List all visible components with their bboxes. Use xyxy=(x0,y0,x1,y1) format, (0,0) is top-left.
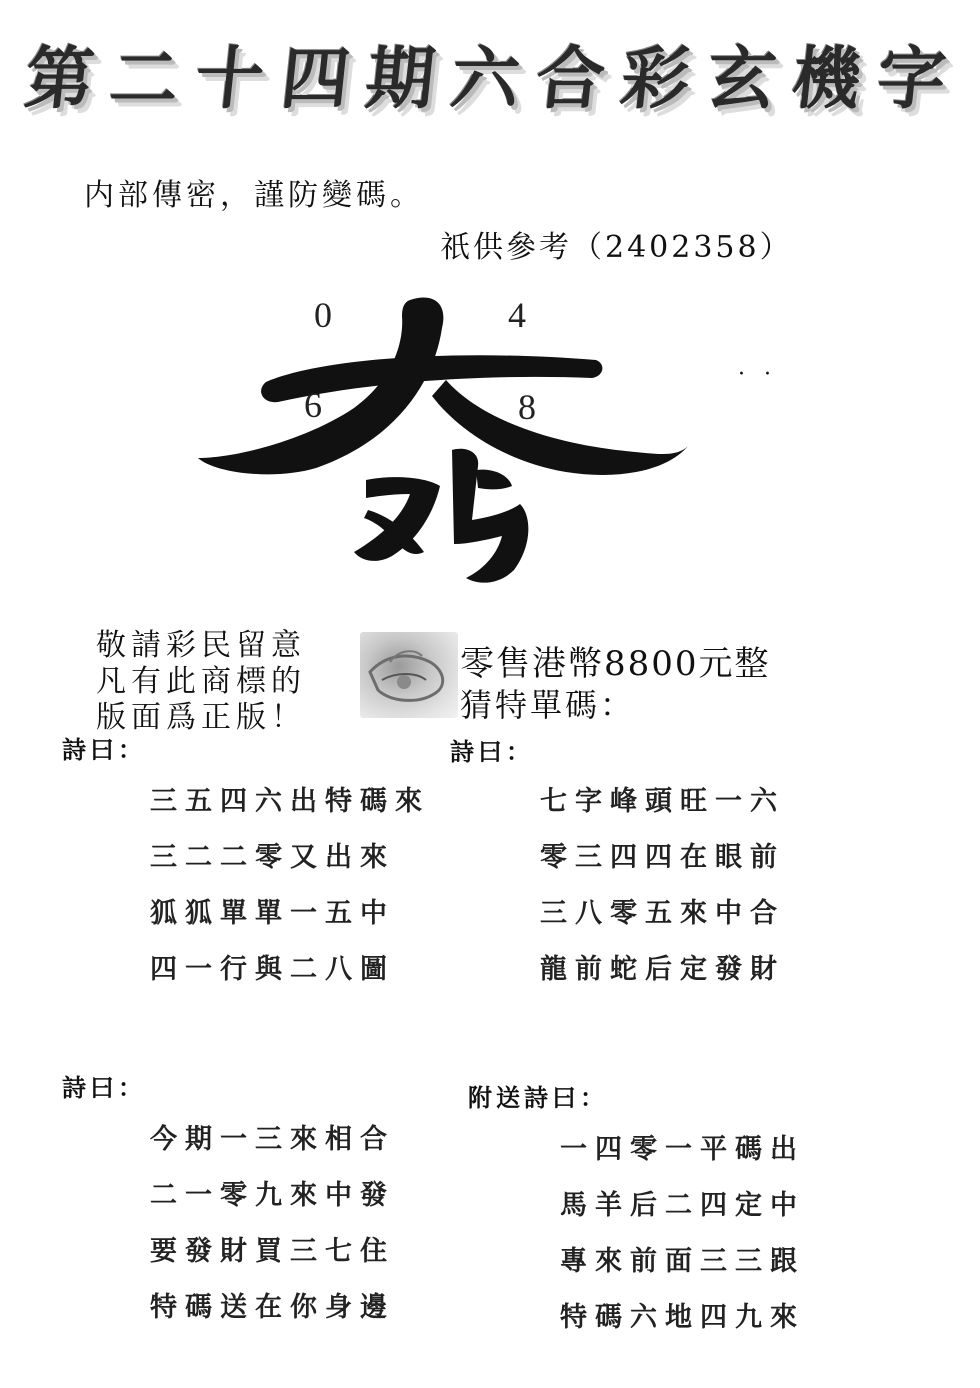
poem-line: 專來前面三三跟 xyxy=(560,1246,805,1277)
poem-heading: 詩曰： xyxy=(450,738,534,766)
title-char: 十 xyxy=(191,38,269,119)
poem-line: 馬羊后二四定中 xyxy=(560,1190,805,1221)
poem-body xyxy=(150,774,430,998)
notice-text: 内部傳密，謹防變碼。 xyxy=(84,178,424,213)
emblem-number: 8 xyxy=(518,387,536,427)
poem-line: 四一行與二八圖 xyxy=(150,954,395,985)
title-char: 合 xyxy=(532,38,609,119)
price-text: 零售港幣8800元整 xyxy=(460,644,771,684)
title-char: 玄 xyxy=(702,38,780,119)
poem-heading: 詩曰： xyxy=(62,736,146,764)
title-char: 機 xyxy=(787,38,865,119)
title-char: 二 xyxy=(106,38,183,119)
poem-line: 龍前蛇后定發財 xyxy=(540,954,785,985)
slogan-line: 版面爲正版！ xyxy=(96,700,306,735)
poem-line: 狐狐單單一五中 xyxy=(150,898,395,929)
poem-heading: 詩曰： xyxy=(62,1074,146,1102)
authenticity-slogan xyxy=(96,628,306,736)
reference-text: 祇供參考（2402358） xyxy=(440,230,793,265)
title-char: 第 xyxy=(21,38,98,119)
poem-line: 今期一三來相合 xyxy=(150,1124,395,1155)
poem-line: 七字峰頭旺一六 xyxy=(540,786,785,817)
guess-label: 猜特單碼： xyxy=(460,686,636,724)
title-char: 彩 xyxy=(617,38,694,119)
title-banner xyxy=(21,18,950,128)
poem-line: 要發財買三七住 xyxy=(150,1236,395,1267)
poem-line: 三八零五來中合 xyxy=(540,898,785,929)
title-char: 四 xyxy=(276,38,354,119)
poem-line: 三五四六出特碼來 xyxy=(150,786,430,817)
poem-heading: 附送詩曰： xyxy=(468,1084,608,1112)
emblem-number: 4 xyxy=(508,295,526,335)
calligraphy-emblem xyxy=(196,290,696,600)
poem-line: 一四零一平碼出 xyxy=(560,1134,805,1165)
brush-stroke xyxy=(476,470,512,490)
poem-line: 特碼送在你身邊 xyxy=(150,1292,395,1323)
trademark-stamp-image xyxy=(360,632,458,718)
poem-body xyxy=(540,774,785,998)
poem-body xyxy=(560,1122,805,1346)
slogan-line: 凡有此商標的 xyxy=(96,664,306,699)
emblem-number: 6 xyxy=(304,385,322,425)
slogan-line: 敬請彩民留意 xyxy=(96,628,306,663)
title-char: 期 xyxy=(361,38,439,119)
poem-line: 三二二零又出來 xyxy=(150,842,395,873)
poem-body xyxy=(150,1112,395,1336)
decorative-dots: · · xyxy=(738,362,777,387)
brush-stroke xyxy=(452,449,528,583)
poem-line: 零三四四在眼前 xyxy=(540,842,785,873)
poem-line: 特碼六地四九來 xyxy=(560,1302,805,1333)
title-char: 六 xyxy=(447,38,524,119)
title-char: 字 xyxy=(873,38,950,119)
emblem-number: 0 xyxy=(314,295,332,335)
poem-line: 二一零九來中發 xyxy=(150,1180,395,1211)
